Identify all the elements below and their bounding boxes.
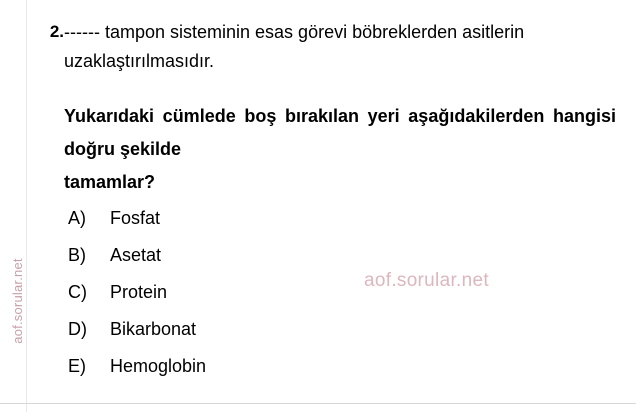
- option-c-text: Protein: [110, 282, 168, 302]
- option-a-letter: A): [68, 208, 86, 228]
- center-watermark-text: aof.sorular.net: [364, 270, 489, 291]
- option-c-letter: C): [68, 282, 87, 302]
- option-e-letter: E): [68, 356, 86, 376]
- question-number: 2.: [49, 22, 64, 41]
- question-prompt-line-2: aşağıdakilerden hangisi doğru şekilde: [64, 106, 616, 159]
- option-a[interactable]: [68, 208, 568, 245]
- question-stem: ------ tampon sisteminin esas görevi böbreklerden asitlerin uzaklaştırılmasıdır.: [64, 22, 525, 71]
- option-e[interactable]: [68, 356, 568, 393]
- option-b[interactable]: [68, 245, 568, 282]
- option-c[interactable]: [68, 282, 568, 319]
- question-block: [26, 0, 636, 412]
- option-e-text: Hemoglobin: [110, 356, 207, 376]
- left-watermark-strip: [0, 0, 27, 412]
- bottom-divider: [0, 403, 636, 404]
- left-watermark-text: aof.sorular.net: [10, 258, 25, 344]
- option-d-text: Bikarbonat: [110, 319, 197, 339]
- option-d-letter: D): [68, 319, 87, 339]
- question-prompt-line-3: tamamlar?: [64, 172, 156, 192]
- option-d[interactable]: [68, 319, 568, 356]
- question-prompt: [64, 100, 616, 199]
- options-list: [68, 208, 568, 393]
- option-b-letter: B): [68, 245, 86, 265]
- option-b-text: Asetat: [110, 245, 162, 265]
- question-prompt-line-1: Yukarıdaki cümlede boş bırakılan yeri: [64, 106, 400, 126]
- option-a-text: Fosfat: [110, 208, 161, 228]
